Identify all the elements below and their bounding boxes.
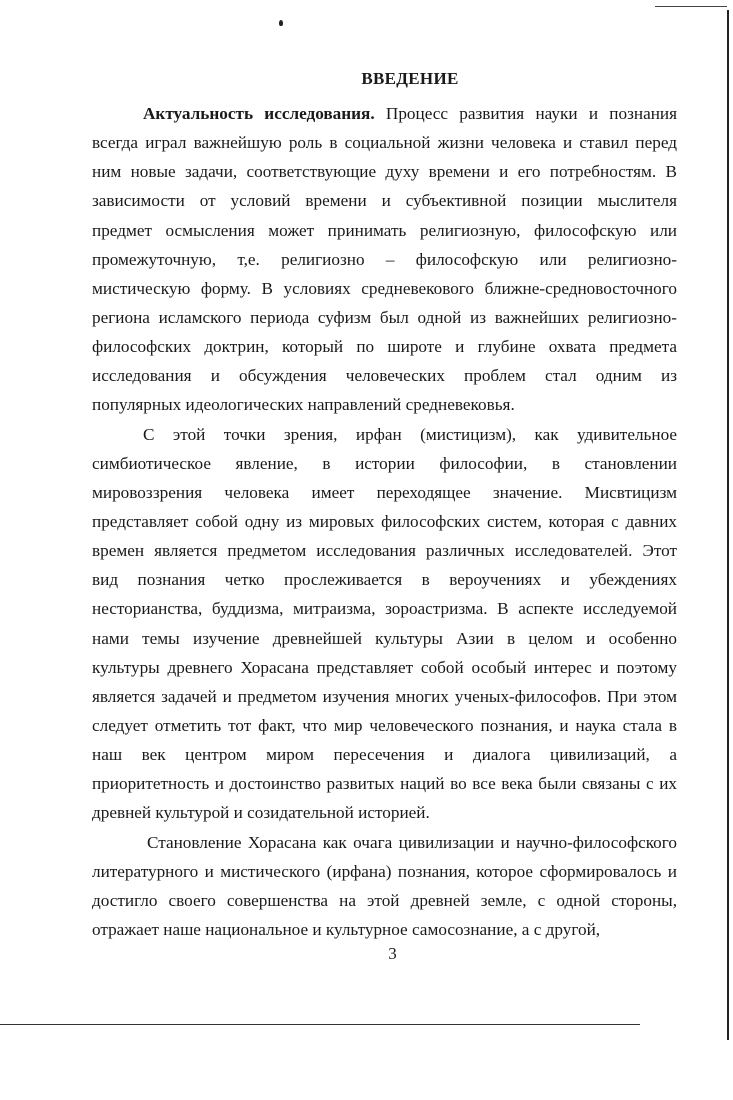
text-line: зависимости от условий времени и субъективной позиции мыслителя bbox=[92, 191, 677, 211]
text-line: популярных идеологических направлений средневековья. bbox=[92, 395, 515, 415]
text-line: промежуточную, т,е. религиозно – философскую или религиозно- bbox=[92, 249, 677, 269]
text-line: всегда играл важнейшую роль в социальной жизни человека и ставил перед bbox=[92, 133, 677, 153]
text-line: следует отметить тот факт, что мир человеческого познания, и наука стала в bbox=[92, 715, 677, 735]
text-line: С этой точки зрения, ирфан (мистицизм), как удивительное bbox=[143, 424, 677, 444]
text-line: отражает наше национальное и культурное самосознание, а с другой, bbox=[92, 919, 601, 939]
text-line: представляет собой одну из мировых философских систем, которая с давних bbox=[92, 511, 677, 531]
paragraph bbox=[92, 828, 677, 945]
paragraph bbox=[92, 420, 677, 828]
lead-text: Процесс развития науки и познания bbox=[374, 104, 677, 123]
text-line: наш век центром миром пересечения и диалога цивилизаций, а bbox=[92, 745, 677, 765]
text-line: Становление Хорасана как очага цивилизации и научно-философского bbox=[147, 832, 677, 852]
text-line: философских доктрин, который по широте и глубине охвата предмета bbox=[92, 337, 677, 357]
text-line: достигло своего совершенства на этой древней земле, с одной стороны, bbox=[92, 890, 677, 910]
scan-edge-line bbox=[0, 1024, 640, 1025]
text-line: времен является предметом исследования различных исследователей. Этот bbox=[92, 541, 677, 561]
scan-speck bbox=[279, 20, 283, 26]
text-line: ним новые задачи, соответствующие духу времени и его потребностям. В bbox=[92, 162, 677, 182]
lead-heading: Актуальность исследования. bbox=[143, 104, 375, 123]
text-line: приоритетность и достоинство развитых наций во все века были связаны с их bbox=[92, 774, 677, 794]
page-title: ВВЕДЕНИЕ bbox=[361, 69, 459, 88]
text-line bbox=[92, 99, 677, 128]
text-line: мировоззрения человека имеет переходящее значение. Мисвтицизм bbox=[92, 482, 677, 502]
text-line: мистическую форму. В условиях средневекового ближне-средновосточного bbox=[92, 278, 677, 298]
scan-edge-line bbox=[727, 10, 729, 1040]
text-line: несторианства, буддизма, митраизма, зороастризма. В аспекте исследуемой bbox=[92, 599, 677, 619]
text-line: исследования и обсуждения человеческих проблем стал одним из bbox=[92, 366, 677, 386]
text-line: литературного и мистического (ирфана) познания, которое сформировалось и bbox=[92, 861, 677, 881]
paragraph bbox=[92, 99, 677, 420]
text-line: древней культурой и созидательной историей. bbox=[92, 803, 430, 823]
scan-edge-line bbox=[655, 6, 727, 7]
page-number: 3 bbox=[388, 944, 397, 963]
body-text bbox=[92, 99, 677, 944]
text-line: является задачей и предметом изучения многих ученых-философов. При этом bbox=[92, 686, 677, 706]
text-line: вид познания четко прослеживается в вероучениях и убеждениях bbox=[92, 570, 677, 590]
text-line: нами темы изучение древнейшей культуры Азии в целом и особенно bbox=[92, 628, 677, 648]
text-line: региона исламского периода суфизм был одной из важнейших религиозно- bbox=[92, 307, 677, 327]
text-line: предмет осмысления может принимать религиозную, философскую или bbox=[92, 220, 677, 240]
text-line: культуры древнего Хорасана представляет собой особый интерес и поэтому bbox=[92, 657, 677, 677]
text-line: симбиотическое явление, в истории философии, в становлении bbox=[92, 453, 677, 473]
